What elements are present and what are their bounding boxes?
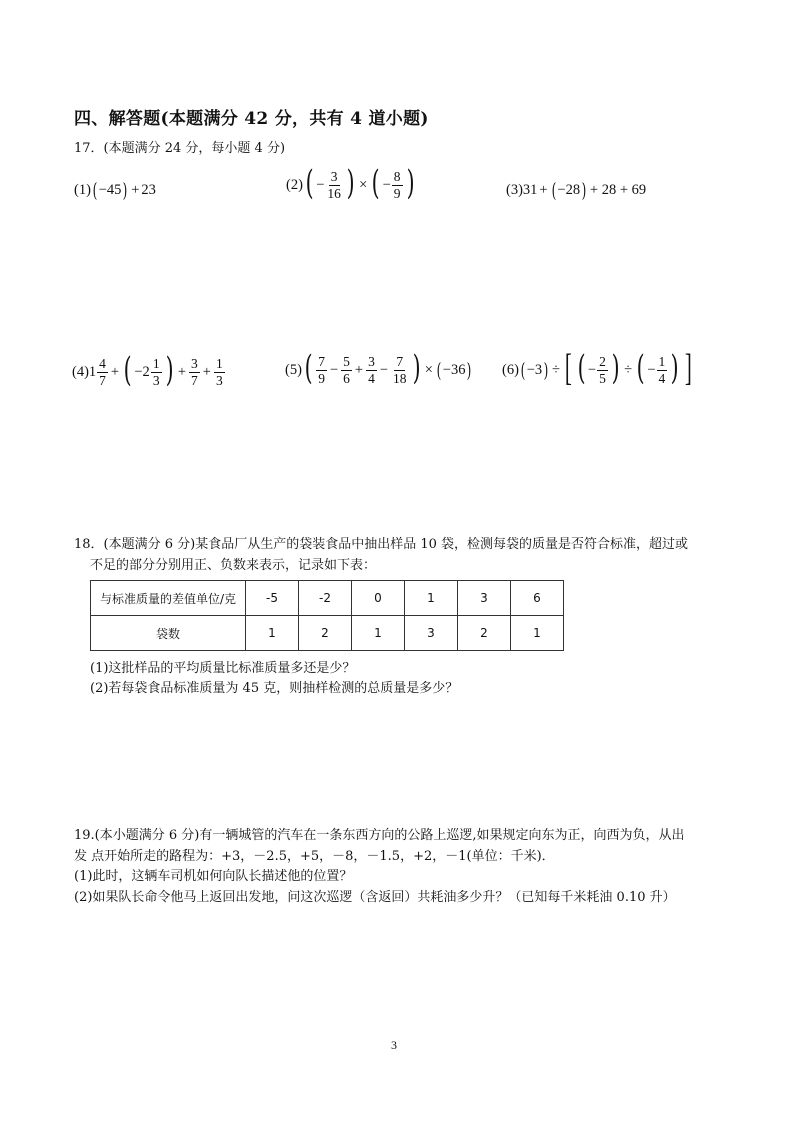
right-paren: ) [611, 348, 620, 388]
fraction: $\frac{3}{7}$ [191, 356, 198, 388]
left-paren: ( [520, 358, 526, 382]
table-row [91, 616, 564, 651]
operator: + [177, 363, 187, 380]
right-paren: ) [467, 358, 472, 382]
table-row [91, 581, 564, 616]
fraction: $\frac{7}{9}$ [318, 354, 325, 386]
problem-label: (6) [502, 361, 519, 378]
table-cell: 1 [405, 581, 458, 616]
table-cell: -2 [299, 581, 352, 616]
operator: + [110, 363, 120, 380]
fraction: $\frac{2}{5}$ [599, 354, 606, 386]
left-bracket: [ [564, 347, 572, 389]
q18-line-1: 18．(本题满分 6 分)某食品厂从生产的袋装食品中抽出样品 10 袋，检测每袋的质量是否符合标准，超过或 [74, 537, 689, 552]
left-paren: ( [304, 348, 313, 388]
operator: + [354, 361, 364, 378]
left-paren: ( [551, 178, 556, 202]
minus-sign: − [382, 176, 391, 193]
table-cell: 3 [405, 616, 458, 651]
right-paren: ) [165, 350, 174, 390]
table-cell: 1 [511, 616, 564, 651]
right-paren: ) [581, 178, 587, 202]
q19-subquestion-2: (2)如果队长命令他马上返回出发地，问这次巡逻（含返回）共耗油多少升？（已知每千米耗油 0.10 升） [74, 890, 676, 905]
minus-sign: − [647, 361, 656, 378]
problem-label: (3) [506, 181, 523, 198]
left-paren: ( [92, 178, 98, 202]
operator: + [202, 363, 211, 380]
table-cell: 6 [511, 581, 564, 616]
deviation-table [90, 580, 564, 651]
operator: + [131, 181, 140, 198]
q19-line-2: 发 点开始所走的路程为：+3，－2.5，+5，－8，－1.5，+2，－1(单位：千米)． [74, 849, 555, 864]
fraction: $\frac{4}{7}$ [99, 356, 106, 388]
right-paren: ) [670, 348, 679, 388]
left-paren: ( [305, 163, 314, 203]
whole-number: 1 [88, 363, 97, 380]
fraction: $\frac{1}{4}$ [658, 354, 666, 386]
right-paren: ) [412, 348, 421, 388]
fraction: $\frac{3}{4}$ [368, 354, 375, 386]
table-cell: 2 [299, 616, 352, 651]
operator: ÷ [551, 361, 560, 378]
problem-label: (2) [286, 176, 303, 193]
q19-subquestion-1: (1)此时，这辆车司机如何向队长描述他的位置？ [74, 869, 353, 884]
problem-label: (5) [285, 361, 302, 378]
q18-line-2: 不足的部分分别用正、负数来表示，记录如下表： [90, 558, 377, 573]
problem-label: (1) [74, 181, 91, 198]
row-header: 与标准质量的差值单位/克 [91, 581, 246, 616]
right-paren: ) [543, 358, 549, 382]
fraction: $\frac{7}{18}$ [393, 354, 407, 386]
minus-sign: − [316, 176, 325, 193]
expression-rest: + 28 + 69 [589, 181, 647, 198]
operator: ÷ [624, 361, 633, 378]
left-paren: ( [123, 350, 132, 390]
fraction: $\frac{3}{16}$ [327, 169, 341, 201]
left-paren: ( [436, 358, 442, 382]
fraction: $\frac{8}{9}$ [393, 169, 401, 201]
operand: −45 [98, 181, 122, 198]
row-header: 袋数 [91, 616, 246, 651]
operand: −36 [442, 361, 466, 378]
operand: 23 [141, 181, 156, 198]
left-paren: ( [577, 348, 586, 388]
section-title: 四、解答题(本题满分 42 分，共有 4 道小题) [74, 109, 429, 129]
q17-problem-1 [74, 180, 156, 200]
operand: −28 [557, 181, 581, 198]
right-paren: ) [122, 178, 128, 202]
page-number: 3 [391, 1038, 397, 1052]
operand: 31 [522, 181, 538, 198]
q17-problem-6 [502, 347, 694, 389]
operand: −3 [526, 361, 543, 378]
right-paren: ) [346, 163, 355, 203]
operator: + [539, 181, 548, 198]
operator: × [424, 361, 433, 378]
fraction: $\frac{5}{6}$ [343, 354, 350, 386]
fraction: $\frac{1}{3}$ [152, 356, 160, 388]
right-paren: ) [406, 163, 415, 203]
table-cell: 1 [352, 616, 405, 651]
q19-line-1: 19.(本小题满分 6 分)有一辆城管的汽车在一条东西方向的公路上巡逻,如果规定向东为正，向西为负，从出 [74, 828, 685, 843]
left-paren: ( [636, 348, 645, 388]
q18-subquestion-1: (1)这批样品的平均质量比标准质量多还是少？ [90, 661, 356, 676]
table-cell: 1 [246, 616, 299, 651]
fraction: $\frac{1}{3}$ [215, 356, 223, 388]
left-paren: ( [371, 163, 380, 203]
q17-problem-5 [285, 348, 473, 388]
q17-header: 17．(本题满分 24 分，每小题 4 分) [74, 141, 286, 156]
q17-problem-2 [286, 163, 417, 203]
whole-number: −2 [134, 363, 150, 380]
operator: − [379, 361, 388, 378]
q17-problem-3 [506, 180, 648, 200]
operator: × [359, 176, 368, 193]
operator: − [329, 361, 339, 378]
table-cell: 2 [458, 616, 511, 651]
minus-sign: − [587, 361, 597, 378]
table-cell: -5 [246, 581, 299, 616]
table-cell: 0 [352, 581, 405, 616]
right-bracket: ] [684, 347, 692, 389]
table-cell: 3 [458, 581, 511, 616]
q17-problem-4 [72, 350, 226, 390]
problem-label: (4) [72, 363, 89, 380]
q18-subquestion-2: (2)若每袋食品标准质量为 45 克，则抽样检测的总质量是多少？ [90, 681, 459, 696]
